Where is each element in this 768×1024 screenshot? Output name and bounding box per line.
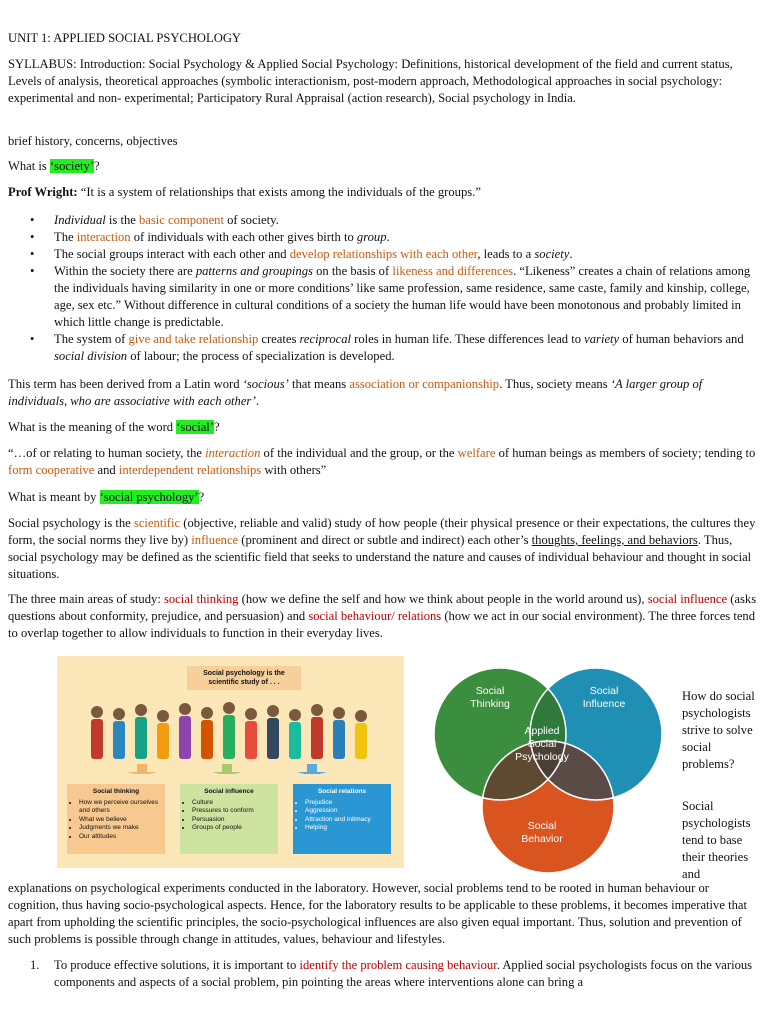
- text-span: identify the problem causing behaviour: [299, 958, 497, 972]
- text-span: of the individual and the group, or the: [260, 446, 458, 460]
- text-span: .: [256, 394, 260, 408]
- venn-diagram: [418, 662, 678, 882]
- text-span: roles in human life. These differences lead to: [351, 332, 585, 346]
- list-item: • Helping: [305, 824, 387, 833]
- text-span: (prominent and direct or subtle and indirect) each other’s: [238, 533, 532, 547]
- text-span: .: [569, 247, 573, 261]
- text-span: . “Likeness” creates a chain of relations among the individuals having similarity in one or more conditions’ like same profession, same residence, same caste, family and kinship, college, age, sex etc.” Without difference in cultural conditions of a society the human life would have been monotonous and probably limited in which little change is predictable.: [54, 264, 751, 329]
- highlight-society: ‘society’: [49, 159, 95, 173]
- venn-behavior-label-1: Social: [527, 820, 557, 832]
- text-span: (how we act in our social environment). The three forces tend to overlap together to allow individuals to function in their everyday lives.: [8, 609, 756, 640]
- list-item: [22, 229, 754, 246]
- list-item: • Attraction and intimacy: [305, 816, 387, 825]
- list-item: • Our attitudes: [79, 833, 161, 842]
- numbered-list: [8, 957, 760, 991]
- question-mark: ?: [94, 159, 100, 173]
- text-span: association or companionship: [349, 377, 500, 391]
- venn-influence-label-2: Influence: [582, 698, 626, 710]
- text-span: The social groups interact with each other and: [54, 247, 290, 261]
- question-text: What is meant by: [8, 490, 100, 504]
- text-span: Within the society there are: [54, 264, 196, 278]
- text-span: welfare: [457, 446, 496, 460]
- question-mark: ?: [198, 490, 205, 504]
- side-question: How do social psychologists strive to solve social problems?: [682, 689, 755, 771]
- text-span: , leads to a: [477, 247, 535, 261]
- text-span: give and take relationship: [128, 332, 259, 346]
- text-span: thoughts, feelings, and behaviors: [531, 533, 698, 547]
- question-text: What is the meaning of the word: [8, 420, 177, 434]
- text-span: scientific: [133, 516, 181, 530]
- item-number: 1.: [30, 958, 40, 972]
- social-definition: [8, 445, 760, 479]
- text-span: develop relationships with each other: [289, 247, 478, 261]
- highlight-social: ‘social’: [176, 420, 214, 434]
- text-span: social thinking: [163, 592, 239, 606]
- text-span: is the: [105, 213, 139, 227]
- list-item: • Groups of people: [192, 824, 274, 833]
- prof-wright-quote: [8, 184, 760, 201]
- list-item: • Culture: [192, 799, 274, 808]
- list-item: [22, 212, 754, 229]
- box-title: Social influence: [204, 788, 254, 795]
- text-span: on the basis of: [312, 264, 393, 278]
- prof-quote: “It is a system of relationships that exists among the individuals of the groups.”: [77, 185, 481, 199]
- unit-title: UNIT 1: APPLIED SOCIAL PSYCHOLOGY: [8, 31, 242, 45]
- text-span: . Applied social psychologists focus on the various components and aspects of a social problem, pin pointing the areas where interventions alone can bring a: [54, 958, 753, 989]
- text-span: Social psychology is the: [8, 516, 134, 530]
- explanations-paragraph: explanations on psychological experiments conducted in the laboratory. However, social problems tend to be rooted in human behaviour or cognition, thus having socio-psychological aspects. Hence, for the laboratory results to be applicable to these problems, it becomes imperative that apart from upholding the scientific principles, the socio-psychological influences are also given equal important. Thus, solution and prevention of such problems is possible through change in attitudes, values, behaviour and lifestyles.: [8, 881, 747, 946]
- text-span: This term has been derived from a Latin word: [8, 377, 243, 391]
- text-span: ‘socious’: [242, 377, 289, 391]
- social-influence-box: [180, 784, 278, 854]
- side-answer: Social psychologists tend to base their theories and: [682, 799, 751, 881]
- text-span: form cooperative: [8, 463, 95, 477]
- venn-influence-label-1: Social: [589, 685, 619, 697]
- text-span: interdependent relationships: [118, 463, 262, 477]
- text-span: social division: [54, 349, 128, 363]
- text-span: social influence: [647, 592, 728, 606]
- list-item: [22, 246, 754, 263]
- text-span: likeness and differences: [392, 264, 514, 278]
- text-span: interaction: [76, 230, 131, 244]
- text-span: (objective, reliable and valid) study of how people (their physical presence or their expectations, the cultures they form, the social norms they live by): [8, 516, 756, 547]
- social-thinking-box: [67, 784, 165, 854]
- list-item: • Judgments we make: [79, 824, 161, 833]
- figure-title: Social psychology is the scientific study of . . .: [187, 666, 301, 690]
- venn-thinking-label-2: Thinking: [470, 698, 510, 710]
- box-title: Social relations: [317, 788, 367, 795]
- latin-paragraph: [8, 376, 760, 410]
- text-span: of human beings as members of society; tending to: [495, 446, 756, 460]
- list-item: • Aggression: [305, 807, 387, 816]
- crowd-illustration: [77, 694, 377, 774]
- text-span: The three main areas of study:: [8, 592, 164, 606]
- list-item: • Prejudice: [305, 799, 387, 808]
- venn-thinking-label-1: Social: [475, 685, 505, 697]
- question-mark: ?: [214, 420, 220, 434]
- question-society: [8, 158, 760, 175]
- text-span: and: [94, 463, 119, 477]
- text-span: of labour; the process of specialization is developed.: [127, 349, 395, 363]
- venn-center-label-2: Social: [527, 738, 557, 750]
- text-span: of society.: [223, 213, 279, 227]
- list-item: [22, 263, 754, 331]
- list-item: [8, 957, 760, 991]
- areas-paragraph: [8, 591, 760, 642]
- prof-name: Prof Wright:: [8, 185, 78, 199]
- text-span: of human behaviors and: [619, 332, 744, 346]
- list-item: • What we believe: [79, 816, 161, 825]
- text-span: that means: [288, 377, 350, 391]
- list-item: • Persuasion: [192, 816, 274, 825]
- text-span: variety: [584, 332, 620, 346]
- question-text: What is: [8, 159, 50, 173]
- text-span: Individual: [54, 213, 106, 227]
- text-span: influence: [191, 533, 239, 547]
- question-social: [8, 419, 760, 436]
- text-span: social behaviour/ relations: [308, 609, 442, 623]
- text-span: (how we define the self and how we think about people in the world around us),: [238, 592, 648, 606]
- text-span: reciprocal: [299, 332, 352, 346]
- text-span: (asks questions about conformity, prejudice, and persuasion) and: [8, 592, 757, 623]
- social-relations-box: [293, 784, 391, 854]
- list-item: • How we perceive ourselves and others: [79, 799, 161, 816]
- venn-behavior-label-2: Behavior: [521, 833, 563, 845]
- text-span: society: [534, 247, 570, 261]
- list-item: [22, 331, 754, 365]
- text-span: The: [54, 230, 77, 244]
- syllabus-paragraph: SYLLABUS: Introduction: Social Psychology & Applied Social Psychology: Definitions, historical development of the field and current status, Levels of analysis, theoretical approaches (symbolic interactionism, post-modern approach, Methodological approaches in social psychology: experimental and non- experimental; Participatory Rural Appraisal (action research), Social psychology in India.: [8, 57, 733, 105]
- text-span: . Thus, society means: [499, 377, 611, 391]
- list-item: • Pressures to conform: [192, 807, 274, 816]
- text-span: ‘A larger group of individuals, who are associative with each other’: [8, 377, 703, 408]
- text-span: . Thus, social psychology may be defined as the scientific field that seeks to understand the nature and causes of individual behaviour and thought in social situations.: [8, 533, 752, 581]
- venn-center-label-3: Psychology: [515, 751, 569, 763]
- venn-center-label-1: Applied: [524, 725, 560, 737]
- text-span: basic component: [139, 213, 224, 227]
- question-social-psychology: [8, 489, 760, 506]
- social-psychology-definition: [8, 515, 760, 583]
- text-span: group: [356, 230, 387, 244]
- text-span: .: [386, 230, 390, 244]
- text-span: The system of: [54, 332, 129, 346]
- text-span: creates: [258, 332, 300, 346]
- social-psychology-figure: [57, 656, 404, 868]
- text-span: “…of or relating to human society, the: [8, 446, 206, 460]
- text-span: To produce effective solutions, it is important to: [54, 958, 300, 972]
- text-span: patterns and groupings: [195, 264, 313, 278]
- text-span: with others”: [261, 463, 327, 477]
- brief-line: brief history, concerns, objectives: [8, 134, 178, 148]
- text-span: of individuals with each other gives birth to: [130, 230, 357, 244]
- box-title: Social thinking: [92, 788, 140, 795]
- highlight-social-psychology: ‘social psychology’: [99, 490, 199, 504]
- society-bullet-list: [22, 212, 754, 365]
- text-span: interaction: [205, 446, 261, 460]
